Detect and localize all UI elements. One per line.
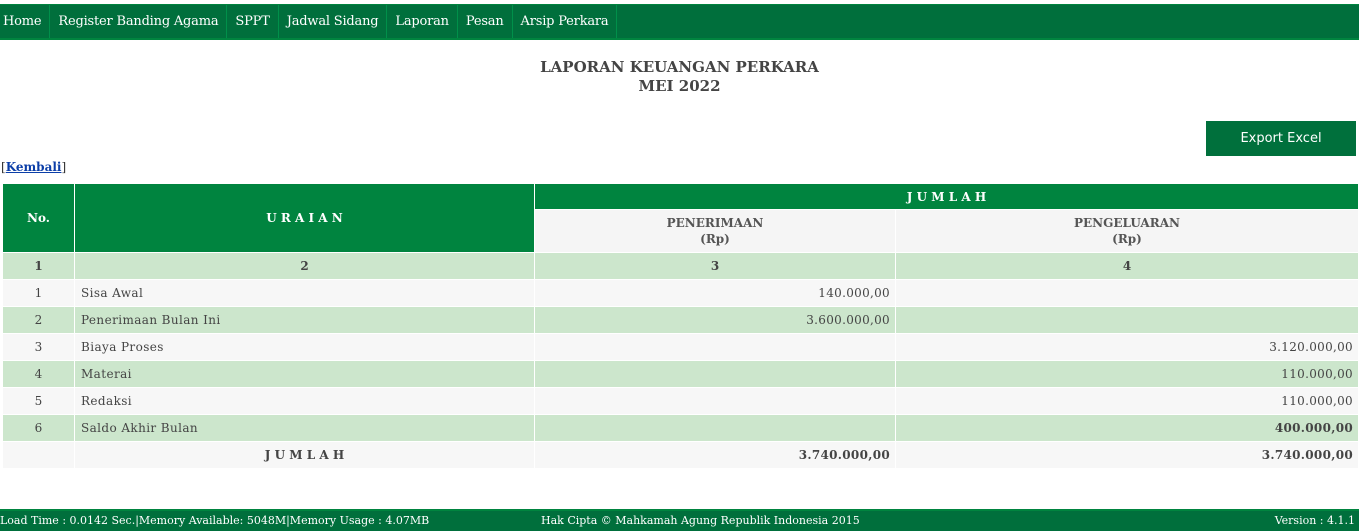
nav-home[interactable]: Home	[0, 5, 50, 38]
row-pengeluaran	[896, 280, 1359, 307]
footer-load-info: Load Time : 0.0142 Sec.|Memory Available: 5048M|Memory Usage : 4.07MB	[0, 514, 430, 527]
row-uraian: Saldo Akhir Bulan	[75, 415, 535, 442]
row-no: 6	[3, 415, 75, 442]
table-row	[3, 307, 1359, 334]
total-penerimaan: 3.740.000,00	[535, 442, 896, 469]
row-pengeluaran: 110.000,00	[896, 388, 1359, 415]
header-penerimaan-label: PENERIMAAN	[666, 216, 764, 230]
header-uraian: U R A I A N	[75, 184, 535, 253]
nav-jadwal-sidang[interactable]: Jadwal Sidang	[279, 5, 388, 38]
page-footer	[0, 509, 1359, 531]
table-row	[3, 415, 1359, 442]
row-uraian: Biaya Proses	[75, 334, 535, 361]
row-uraian: Materai	[75, 361, 535, 388]
row-penerimaan	[535, 361, 896, 388]
footer-copyright: Hak Cipta © Mahkamah Agung Republik Indonesia 2015	[541, 514, 860, 527]
nav-register-banding-agama[interactable]: Register Banding Agama	[50, 5, 227, 38]
row-penerimaan: 3.600.000,00	[535, 307, 896, 334]
table-row	[3, 388, 1359, 415]
row-no: 5	[3, 388, 75, 415]
nav-sppt[interactable]: SPPT	[227, 5, 278, 38]
table-row	[3, 361, 1359, 388]
col-index-2: 2	[75, 253, 535, 280]
table-row	[3, 334, 1359, 361]
back-link-wrapper	[1, 160, 66, 174]
report-heading	[0, 58, 1359, 96]
row-no: 3	[3, 334, 75, 361]
row-penerimaan: 140.000,00	[535, 280, 896, 307]
row-pengeluaran: 110.000,00	[896, 361, 1359, 388]
row-penerimaan	[535, 388, 896, 415]
back-link[interactable]: Kembali	[5, 160, 62, 174]
col-index-4: 4	[896, 253, 1359, 280]
total-row	[3, 442, 1359, 469]
header-pengeluaran	[896, 210, 1359, 253]
row-uraian: Redaksi	[75, 388, 535, 415]
main-navbar	[0, 4, 1359, 40]
row-no: 1	[3, 280, 75, 307]
report-title: LAPORAN KEUANGAN PERKARA	[540, 58, 819, 76]
header-pengeluaran-unit: (Rp)	[1112, 232, 1142, 246]
header-penerimaan	[535, 210, 896, 253]
row-pengeluaran: 400.000,00	[896, 415, 1359, 442]
total-label: J U M L A H	[75, 442, 535, 469]
row-pengeluaran: 3.120.000,00	[896, 334, 1359, 361]
header-no: No.	[3, 184, 75, 253]
row-no: 2	[3, 307, 75, 334]
back-bracket-close: ]	[61, 160, 67, 174]
back-bracket-open: [	[1, 160, 6, 174]
row-no: 4	[3, 361, 75, 388]
row-penerimaan	[535, 415, 896, 442]
col-index-3: 3	[535, 253, 896, 280]
nav-laporan[interactable]: Laporan	[387, 5, 457, 38]
nav-pesan[interactable]: Pesan	[458, 5, 513, 38]
export-excel-button[interactable]: Export Excel	[1206, 121, 1356, 156]
finance-report-table	[2, 183, 1359, 469]
total-pengeluaran: 3.740.000,00	[896, 442, 1359, 469]
header-pengeluaran-label: PENGELUARAN	[1074, 216, 1180, 230]
header-penerimaan-unit: (Rp)	[700, 232, 730, 246]
column-index-row	[3, 253, 1359, 280]
row-uraian: Penerimaan Bulan Ini	[75, 307, 535, 334]
row-uraian: Sisa Awal	[75, 280, 535, 307]
header-jumlah: J U M L A H	[535, 184, 1359, 210]
col-index-1: 1	[3, 253, 75, 280]
row-pengeluaran	[896, 307, 1359, 334]
footer-version: Version : 4.1.1	[1274, 514, 1355, 527]
total-no-empty	[3, 442, 75, 469]
report-period: MEI 2022	[638, 77, 721, 95]
table-row	[3, 280, 1359, 307]
nav-arsip-perkara[interactable]: Arsip Perkara	[513, 5, 618, 38]
row-penerimaan	[535, 334, 896, 361]
